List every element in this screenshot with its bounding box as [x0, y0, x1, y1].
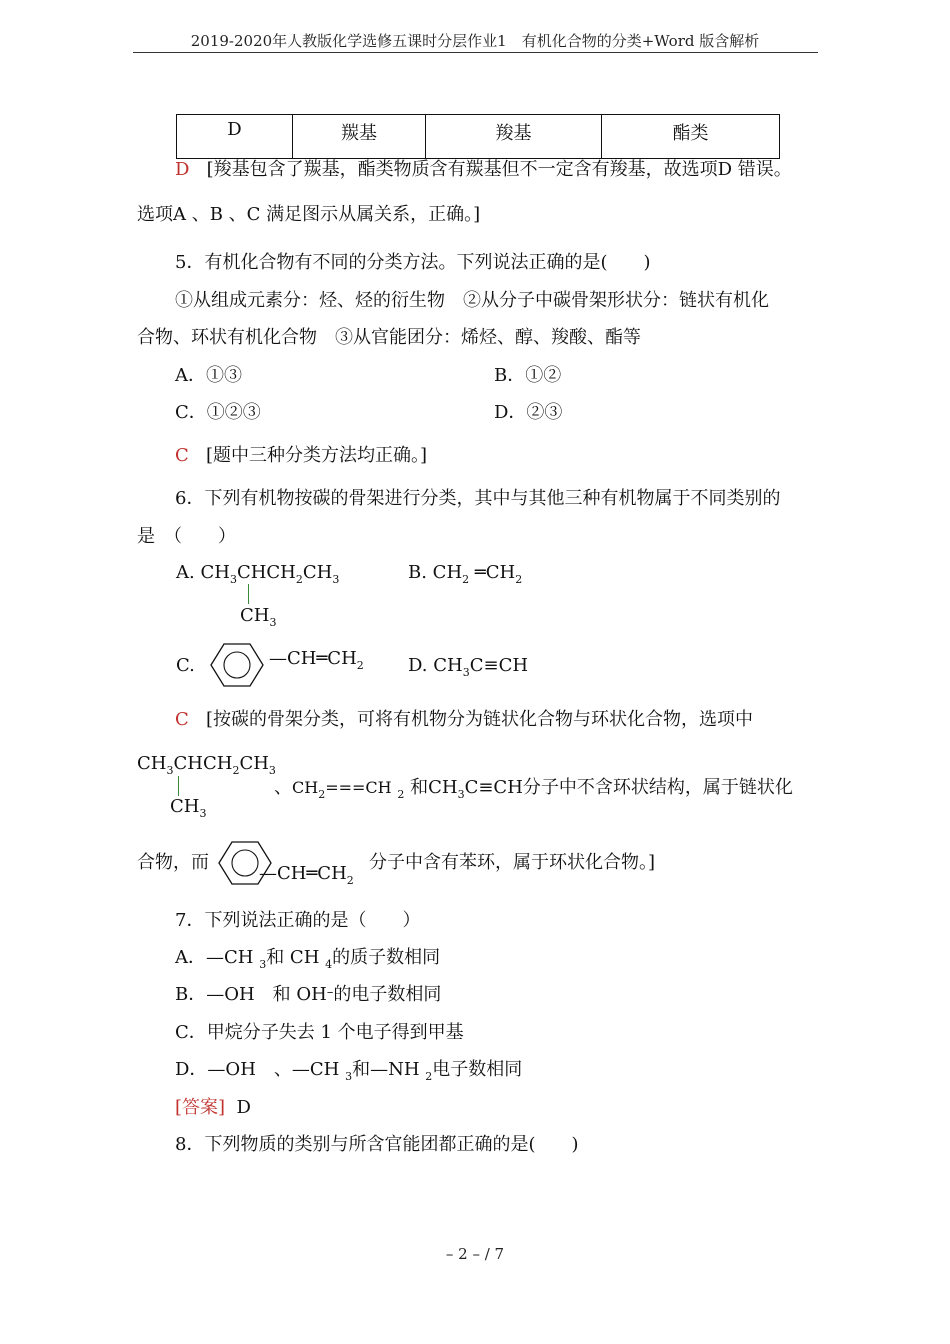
q7-option-d: D．—OH 、—CH $_3$和—NH $_2$电子数相同	[175, 1059, 523, 1083]
table-cell: D	[177, 115, 293, 159]
text: 和—NH	[352, 1059, 420, 1080]
conjunction: 和	[410, 777, 429, 798]
answer-text: [题中三种分类方法均正确。]	[205, 445, 427, 466]
q5-line2: 合物、环状有机化合物 ③从官能团分：烯烃、醇、羧酸、酯等	[137, 327, 641, 348]
q6-answer-line1	[175, 708, 753, 732]
answer-letter: D	[236, 1097, 251, 1118]
q6-option-a: A. $CH_3CHCH_2CH_3$	[176, 562, 340, 586]
branch-bond	[248, 584, 249, 604]
q5-option-b: B．①②	[494, 365, 562, 386]
q6-answer-line3b: 分子中含有苯环，属于环状化合物。]	[369, 852, 656, 873]
q5-answer	[175, 444, 427, 468]
branch-bond	[178, 776, 179, 796]
text: 的质子数相同	[332, 947, 441, 968]
answer-text: 分子中不含环状结构，属于链状化	[522, 777, 793, 798]
vinyl-group: $—CH═CH_2$	[269, 648, 364, 672]
option-label: A.	[176, 562, 195, 583]
table-cell: 羧基	[426, 115, 602, 159]
q5-stem: 5．有机化合物有不同的分类方法。下列说法正确的是( )	[175, 252, 651, 273]
table-cell: 羰基	[293, 115, 426, 159]
page-header: 2019-2020年人教版化学选修五课时分层作业1 有机化合物的分类+Word 版含解析	[190, 32, 760, 50]
q7-option-c: C．甲烷分子失去 1 个电子得到甲基	[175, 1022, 464, 1043]
text: B．—OH 和 OH	[175, 984, 327, 1005]
q7-stem: 7．下列说法正确的是（ ）	[175, 910, 421, 931]
answer-letter: C	[175, 709, 189, 730]
q7-option-b	[175, 983, 441, 1009]
q5-line1: ①从组成元素分：烃、烃的衍生物 ②从分子中碳骨架形状分：链状有机化	[175, 290, 769, 311]
option-table	[176, 114, 780, 159]
vinyl-group: $—CH═CH_2$	[259, 863, 354, 887]
q6-answer-line2: 、$CH_2===CH$ $_2$ 和$CH_3C\equiv CH$分子中不含环状结构，属于链状化	[274, 777, 793, 801]
q6-answer-line3a: 合物，而	[137, 852, 209, 873]
answer-letter: C	[175, 445, 189, 466]
q5-option-d: D．②③	[494, 402, 563, 423]
q5-option-a: A．①③	[175, 365, 242, 386]
q4-answer-line2: 选项A 、B 、C 满足图示从属关系，正确。]	[137, 204, 481, 225]
text: D．—OH 、—CH	[175, 1059, 340, 1080]
answer-text: [羧基包含了羰基，酯类物质含有羰基但不一定含有羧基，故选项D 错误。	[206, 159, 792, 180]
benzene-ring-icon	[205, 640, 269, 690]
text: 电子数相同	[432, 1059, 523, 1080]
q7-answer	[175, 1096, 251, 1120]
q5-option-c: C．①②③	[175, 402, 261, 423]
option-label: D.	[408, 655, 428, 676]
q6-stem-line1: 6．下列有机物按碳的骨架进行分类，其中与其他三种有机物属于不同类别的	[175, 488, 781, 509]
q6-option-d: D. $CH_3C\equiv CH$	[408, 655, 529, 679]
q6-option-b: B. $CH_2$ $═CH_2$	[408, 562, 523, 586]
q4-answer-line1	[175, 158, 792, 182]
q6-option-c-label: C.	[176, 655, 195, 676]
page-number: – 2 – / 7	[445, 1245, 505, 1263]
text: 和 CH	[266, 947, 320, 968]
q7-option-a: A．—CH $_3$和 CH $_4$的质子数相同	[175, 947, 441, 971]
table-row	[177, 115, 780, 159]
option-label: B.	[408, 562, 427, 583]
header-rule	[133, 52, 818, 53]
text: A．—CH	[175, 947, 254, 968]
q8-stem: 8．下列物质的类别与所含官能团都正确的是( )	[175, 1134, 579, 1155]
q6-stem-line2: 是 （ ）	[137, 526, 236, 547]
text: 的电子数相同	[333, 984, 442, 1005]
formula-isobutane: $CH_3CHCH_2CH_3$	[137, 753, 276, 777]
separator: 、	[274, 777, 292, 798]
branch-methyl: $CH_3$	[170, 796, 207, 820]
branch-methyl: $CH_3$	[240, 605, 277, 629]
answer-tag: [答案]	[175, 1097, 226, 1118]
answer-text: [按碳的骨架分类，可将有机物分为链状化合物与环状化合物，选项中	[205, 709, 753, 730]
answer-letter: D	[175, 159, 190, 180]
table-cell: 酯类	[602, 115, 780, 159]
text: –	[326, 985, 334, 1000]
